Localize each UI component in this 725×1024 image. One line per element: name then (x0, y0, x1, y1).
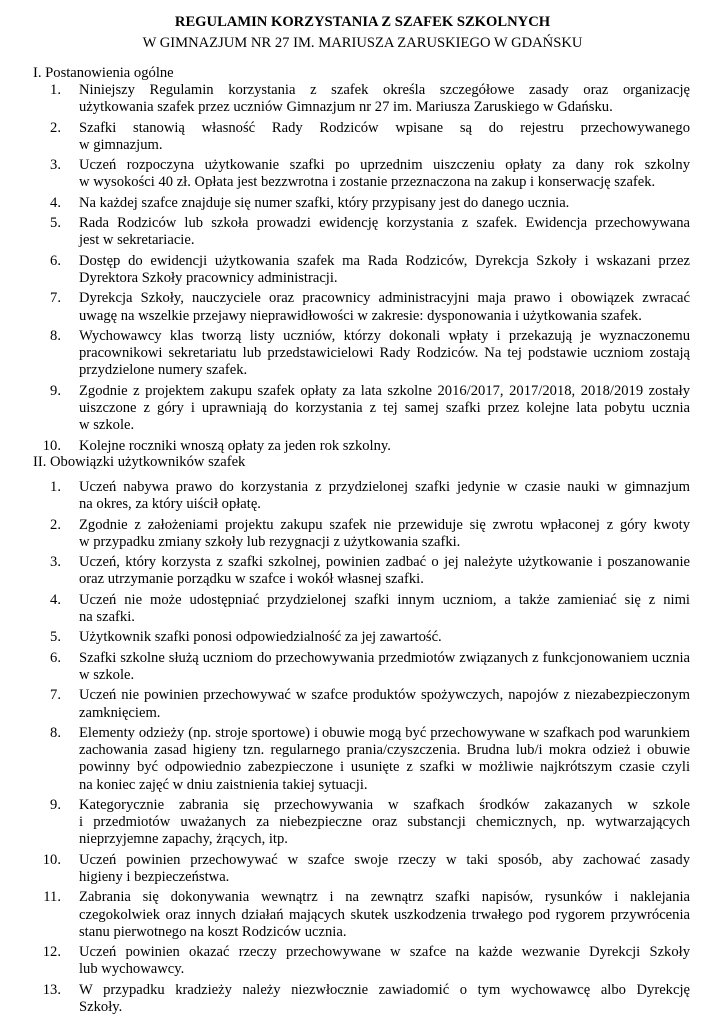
list-item-text-line: na szafki. (79, 608, 135, 625)
list-item-text-line: użytkowania szafek przez uczniów Gimnazjum nr 27 im. Mariusza Zaruskiego w Gdańsku. (79, 99, 613, 116)
list-item-number: 6. (50, 649, 61, 666)
list-item-text-line: Zgodnie z projektem zakupu szafek opłaty za lata szkolne 2016/2017, 2017/2018, 2018/2019 zostały (79, 382, 690, 399)
list-item-text-line: W przypadku kradzieży należy niezwłocznie zawiadomić o tym wychowawcę albo Dyrekcję (79, 981, 690, 998)
list-item-text-line: w przypadku zmiany szkoły lub rezygnacji z użytkowania szafki. (79, 533, 461, 550)
list-item-text-line: i przedmiotów uważanych za niebezpieczne oraz substancji chemicznych, np. wytwarzających (79, 814, 690, 831)
list-item-text-line: Wychowawcy klas tworzą listy uczniów, którzy dokonali wpłaty i przekazują je wyznaczonemu (79, 328, 690, 344)
list-item-number: 2. (50, 119, 61, 136)
section-heading-general: I. Postanowienia ogólne (33, 65, 174, 81)
list-item-text-line: Kategorycznie zabrania się przechowywania w szafkach środków zakazanych w szkole (79, 797, 690, 813)
section-heading-obligations: II. Obowiązki użytkowników szafek (33, 454, 246, 470)
list-item-number: 3. (50, 157, 61, 174)
list-item-text-line: Uczeń, który korzysta z szafki szkolnej, powinien zadbać o jej należyte użytkowanie i poszanowanie (79, 554, 690, 571)
list-item-text-line: Uczeń powinien przechowywać w szafce swoje rzeczy w taki sposób, aby zachować zasady (79, 851, 690, 868)
list-item-text-line: Uczeń nie może udostępniać przydzielonej szafki innym uczniom, a także zamieniać się z nimi (79, 591, 690, 608)
list-item-text-line: Dyrekcja Szkoły, nauczyciele oraz pracownicy administracyjni maja prawo i obowiązek zwracać (79, 290, 690, 307)
list-item-number: 10. (42, 437, 61, 454)
list-item-number: 6. (50, 252, 61, 269)
list-item-number: 11. (43, 889, 61, 906)
list-item-text-line: Elementy odzieży (np. stroje sportowe) i obuwie mogą być przechowywane w szafkach pod warunkiem (79, 725, 690, 741)
list-item-text-line: Na każdej szafce znajduje się numer szafki, który przypisany jest do danego ucznia. (79, 194, 570, 211)
list-item-number: 12. (42, 944, 61, 961)
list-item-number: 5. (50, 629, 61, 646)
list-item-text-line: Uczeń powinien okazać rzeczy przechowywane w szafce na każde wezwanie Dyrekcji Szkoły (79, 944, 690, 961)
list-item-number: 7. (50, 687, 61, 704)
list-item-text-line: w szkole. (79, 417, 135, 434)
list-item-number: 9. (50, 797, 61, 813)
list-item-text-line: Szafki stanowią własność Rady Rodziców wpisane są do rejestru przechowywanego (79, 119, 690, 136)
list-item-text-line: Szafki szkolne służą uczniom do przechowywania przedmiotów związanych z funkcjonowaniem ucznia (79, 649, 690, 666)
list-item-text-line: uwagę na wszelkie przejawy nieprawidłowości w zakresie: dysponowania i użytkowania szafek. (79, 307, 642, 324)
list-item-text-line: Rada Rodziców lub szkoła prowadzi ewidencję korzystania z szafek. Ewidencja przechowywana (79, 215, 690, 232)
list-item-text-line: Szkoły. (79, 998, 123, 1015)
list-item-text-line: pracownikowi sekretariatu lub przedstawicielowi Rady Rodziców. Na tej podstawie uczniom zostają (79, 345, 690, 362)
list-item-text-line: zamknięciem. (79, 704, 161, 721)
list-item-text-line: lub wychowawcy. (79, 961, 185, 978)
list-item-text-line: Dyrektora Szkoły pracownicy administracji. (79, 269, 338, 286)
list-item-text-line: oraz utrzymanie porządku w szafce i wokół własnej szafki. (79, 571, 424, 588)
list-item-text-line: uiszczone z góry i uprawniają do korzystania z tej samej szafki przez kolejne lata pobytu ucznia (79, 399, 690, 416)
list-item-number: 4. (50, 591, 61, 608)
list-item-number: 9. (50, 382, 61, 399)
list-item-text-line: w wysokości 40 zł. Opłata jest bezzwrotna i zostanie przeznaczona na zakup i konserwację szafek. (79, 174, 656, 191)
list-item-number: 3. (50, 554, 61, 571)
list-item-text-line: Użytkownik szafki ponosi odpowiedzialność za jej zawartość. (79, 629, 442, 646)
list-item-number: 2. (50, 516, 61, 533)
list-item-text-line: stanu pierwotnego na koszt Rodziców ucznia. (79, 923, 347, 940)
list-item-text-line: Dostęp do ewidencji użytkowania szafek ma Rada Rodziców, Dyrekcja Szkoły i wskazani przez (79, 252, 690, 269)
list-item-text-line: przydzielone numery szafek. (79, 362, 248, 379)
list-item-text-line: w gimnazjum. (79, 136, 163, 153)
list-item-text-line: zachowania zasad higieny tzn. regularnego prania/czyszczenia. Brudna lub/i mokra odzież i obuwie (79, 742, 690, 759)
list-item-number: 1. (50, 479, 61, 495)
list-item-number: 8. (50, 328, 61, 344)
list-item-text-line: w szkole. (79, 666, 135, 683)
document-title: REGULAMIN KORZYSTANIA Z SZAFEK SZKOLNYCH (174, 14, 551, 30)
list-item-text-line: czegokolwiek oraz innych działań mających skutek uszkodzenia trwałego pod rygorem przywrócenia (79, 906, 690, 923)
list-item-text-line: powinny być odpowiednio zabezpieczone i usunięte z szafki w możliwie najkrótszym czasie czyli (79, 759, 690, 776)
list-item-number: 5. (50, 215, 61, 232)
list-item-text-line: jest w sekretariacie. (79, 232, 195, 249)
list-item-text-line: na koniec zajęć w dniu zaistnienia takiej sytuacji. (79, 776, 368, 793)
list-item-text-line: Uczeń rozpoczyna użytkowanie szafki po uprzednim uiszczeniu opłaty za dany rok szkolny (79, 157, 690, 174)
list-item-number: 4. (50, 194, 61, 211)
list-item-text-line: Niniejszy Regulamin korzystania z szafek określa szczegółowe zasady oraz organizację (79, 82, 690, 98)
list-item-text-line: na okres, za który uiścił opłatę. (79, 496, 261, 513)
list-item-text-line: Kolejne roczniki wnoszą opłaty za jeden rok szkolny. (79, 437, 391, 454)
list-item-number: 13. (42, 981, 61, 998)
list-item-number: 8. (50, 725, 61, 741)
list-item-number: 7. (50, 290, 61, 307)
list-item-text-line: Uczeń nie powinien przechowywać w szafce produktów spożywczych, napojów z niezabezpieczonym (79, 687, 690, 704)
list-item-text-line: higieny i bezpieczeństwa. (79, 868, 230, 885)
list-item-text-line: Uczeń nabywa prawo do korzystania z przydzielonej szafki jedynie w czasie nauki w gimnazjum (79, 479, 690, 495)
list-item-text-line: nieprzyjemne zapachy, żrących, itp. (79, 831, 288, 848)
list-item-number: 10. (42, 851, 61, 868)
list-item-number: 1. (50, 82, 61, 98)
list-item-text-line: Zgodnie z założeniami projektu zakupu szafek nie przewiduje się zwrotu wpłaconej z góry kwoty (79, 516, 690, 533)
list-item-text-line: Zabrania się dokonywania wewnątrz i na zewnątrz szafki napisów, rysunków i naklejania (79, 889, 690, 906)
document-subtitle: W GIMNAZJUM NR 27 IM. MARIUSZA ZARUSKIEGO W GDAŃSKU (142, 35, 583, 51)
